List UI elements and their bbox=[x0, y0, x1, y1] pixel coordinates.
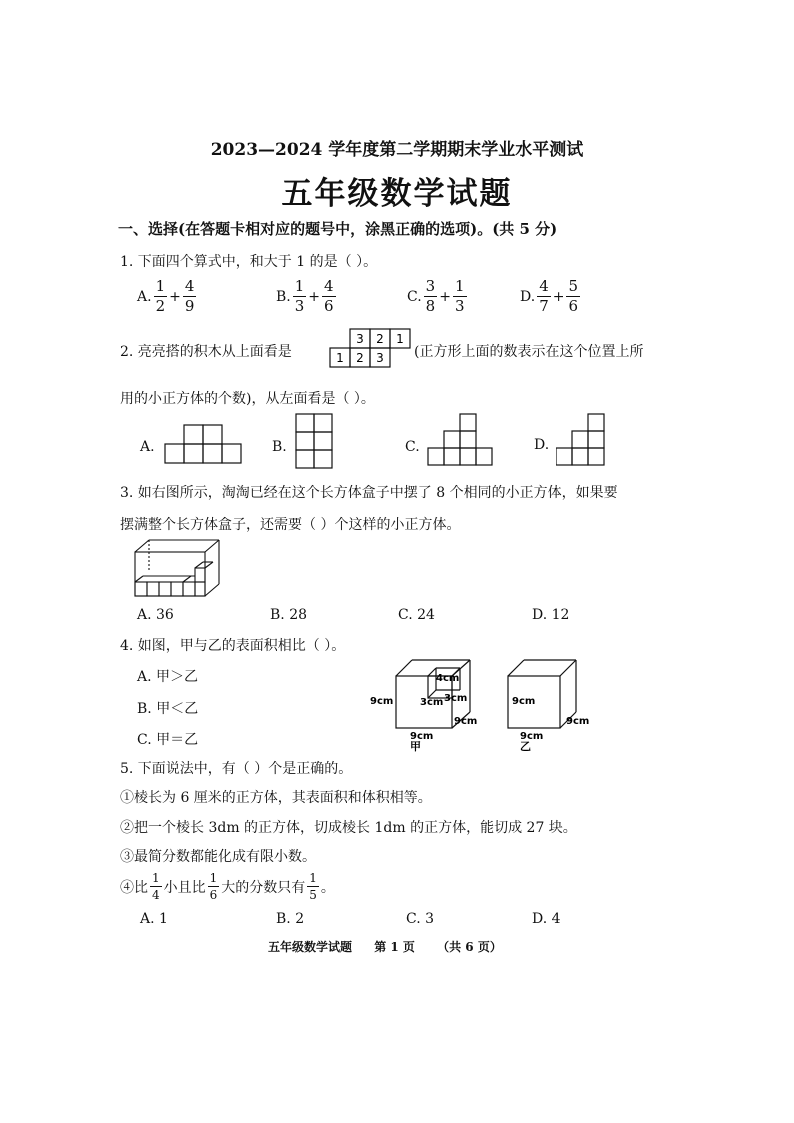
figure-name: 乙 bbox=[520, 740, 531, 752]
option-label: C. bbox=[407, 288, 422, 305]
q1-option-c bbox=[407, 279, 469, 314]
q5-option-c: C. 3 bbox=[406, 911, 435, 927]
q3-option-a: A. 36 bbox=[137, 607, 174, 623]
q4-option-b: B. 甲＜乙 bbox=[137, 701, 199, 717]
q3-box-figure bbox=[133, 538, 223, 600]
q2-stem-end: (正方形上面的数表示在这个位置上所 bbox=[414, 344, 644, 360]
grid-number: 2 bbox=[356, 351, 364, 365]
dim-label: 9cm bbox=[566, 716, 590, 727]
fraction: $\frac{1}{4}$ bbox=[152, 871, 160, 902]
q2-stem-line2: 用的小正方体的个数)，从左面看是（ ）。 bbox=[120, 391, 375, 407]
q5-stem: 5. 下面说法中，有（ ）个是正确的。 bbox=[120, 761, 353, 777]
q3-line1: 3. 如右图所示，淘淘已经在这个长方体盒子中摆了 8 个相同的小正方体，如果要 bbox=[120, 485, 618, 501]
fraction: $\frac{4}{9}$ bbox=[184, 277, 195, 315]
grid-number: 3 bbox=[356, 332, 364, 346]
fraction: $\frac{1}{5}$ bbox=[309, 871, 317, 902]
option-label: A. bbox=[137, 288, 152, 305]
dim-label: 3cm bbox=[420, 697, 444, 708]
option-label: D. bbox=[520, 288, 536, 305]
footer-name: 五年级数学试题 bbox=[268, 940, 353, 954]
q5-statement-3: ③最简分数都能化成有限小数。 bbox=[120, 849, 316, 865]
dim-label: 9cm bbox=[454, 716, 478, 727]
dim-label: 9cm bbox=[520, 731, 544, 742]
grid-number: 3 bbox=[376, 351, 384, 365]
exam-subtitle: 2023—2024 学年度第二学期期末学业水平测试 bbox=[210, 140, 584, 160]
fraction: $\frac{4}{7}$ bbox=[539, 277, 549, 315]
q4-option-c: C. 甲＝乙 bbox=[137, 732, 199, 748]
dim-label: 4cm bbox=[436, 673, 460, 684]
statement-text: 。 bbox=[320, 879, 335, 896]
q2-option-a-figure bbox=[163, 424, 245, 466]
grid-number: 1 bbox=[336, 351, 344, 365]
q4-figure-jia bbox=[368, 656, 478, 752]
q2-option-d-label: D. bbox=[534, 437, 550, 453]
option-label: B. bbox=[276, 288, 291, 305]
fraction: $\frac{1}{3}$ bbox=[294, 277, 305, 315]
dim-label: 3cm bbox=[444, 693, 468, 704]
fraction: $\frac{3}{8}$ bbox=[425, 277, 436, 315]
fraction: $\frac{4}{6}$ bbox=[324, 277, 334, 315]
q4-stem: 4. 如图，甲与乙的表面积相比（ ）。 bbox=[120, 638, 346, 654]
page-footer bbox=[268, 938, 502, 955]
q5-statement-4 bbox=[120, 872, 335, 901]
q5-option-a: A. 1 bbox=[140, 911, 168, 927]
page-title: 五年级数学试题 bbox=[281, 176, 513, 212]
q1-option-a bbox=[137, 279, 198, 314]
figure-name: 甲 bbox=[410, 740, 421, 752]
plus-sign: + bbox=[308, 288, 321, 305]
plus-sign: + bbox=[169, 288, 181, 305]
fraction: $\frac{5}{6}$ bbox=[568, 277, 579, 315]
q5-statement-2: ②把一个棱长 3dm 的正方体，切成棱长 1dm 的正方体，能切成 27 块。 bbox=[120, 820, 577, 836]
q3-line2: 摆满整个长方体盒子，还需要（ ）个这样的小正方体。 bbox=[120, 517, 461, 533]
dim-label: 9cm bbox=[512, 696, 536, 707]
fraction: $\frac{1}{6}$ bbox=[209, 871, 218, 902]
statement-text: 大的分数只有 bbox=[221, 879, 306, 896]
fraction: $\frac{1}{2}$ bbox=[155, 277, 166, 315]
grid-number: 1 bbox=[396, 332, 404, 346]
q2-option-c-figure bbox=[427, 413, 493, 469]
statement-text: 小且比 bbox=[163, 879, 206, 896]
q2-stem-start: 2. 亮亮搭的积木从上面看是 bbox=[120, 344, 292, 360]
q2-top-view-grid bbox=[326, 328, 412, 370]
q1-option-b bbox=[276, 279, 338, 314]
section-heading: 一、选择(在答题卡相对应的题号中，涂黑正确的选项)。(共 5 分) bbox=[118, 220, 558, 238]
fraction: $\frac{1}{3}$ bbox=[454, 277, 465, 315]
q1-options bbox=[137, 279, 657, 321]
dim-label: 9cm bbox=[410, 731, 434, 742]
q1-stem: 1. 下面四个算式中，和大于 1 的是（ ）。 bbox=[120, 254, 378, 270]
dim-label: 9cm bbox=[370, 696, 394, 707]
q2-option-d-figure bbox=[556, 413, 606, 469]
q2-option-c-label: C. bbox=[405, 439, 420, 455]
q4-figure-yi bbox=[504, 656, 596, 752]
grid-number: 2 bbox=[376, 332, 384, 346]
statement-text: ④比 bbox=[120, 879, 148, 896]
q2-option-a-label: A. bbox=[140, 439, 155, 455]
plus-sign: + bbox=[439, 288, 451, 305]
q5-statement-1: ①棱长为 6 厘米的正方体，其表面积和体积相等。 bbox=[120, 790, 432, 806]
plus-sign: + bbox=[552, 288, 565, 305]
q2-option-b-label: B. bbox=[272, 439, 287, 455]
q1-option-d bbox=[520, 279, 582, 314]
footer-page: 第 1 页 bbox=[374, 940, 415, 954]
q5-option-b: B. 2 bbox=[276, 911, 305, 927]
q4-option-a: A. 甲＞乙 bbox=[137, 669, 199, 685]
footer-total: （共 6 页） bbox=[437, 940, 502, 954]
q3-option-b: B. 28 bbox=[270, 607, 308, 623]
q3-option-d: D. 12 bbox=[532, 607, 570, 623]
q2-option-b-figure bbox=[294, 413, 336, 471]
q5-option-d: D. 4 bbox=[532, 911, 561, 927]
q3-option-c: C. 24 bbox=[398, 607, 435, 623]
